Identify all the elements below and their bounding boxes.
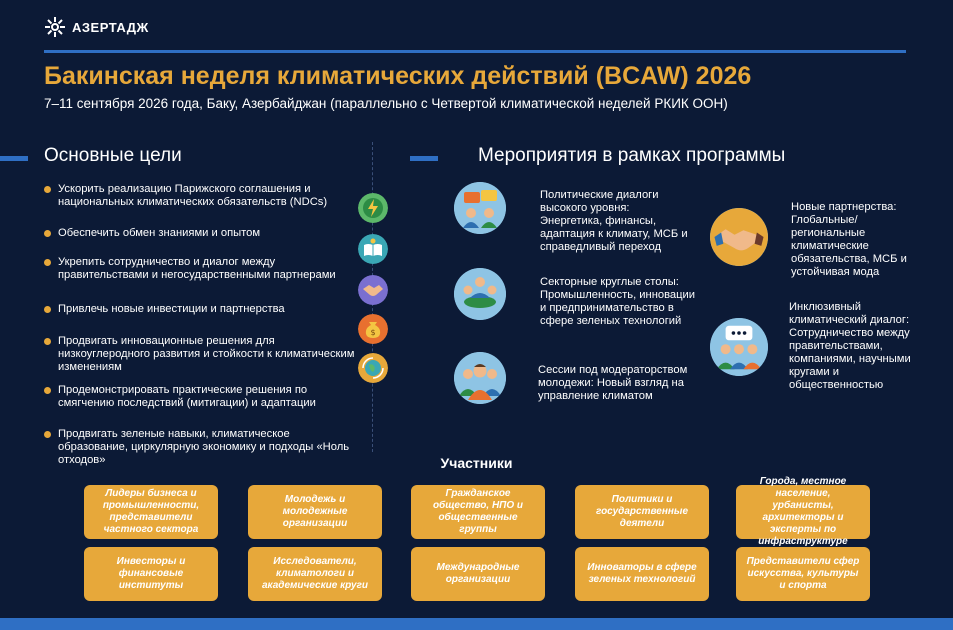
participant-card: Города, местное население, урбанисты, архитекторы и эксперты по инфраструктуре [736, 485, 870, 539]
participant-card: Лидеры бизнеса и промышленности, представители частного сектора [84, 485, 218, 539]
youth-icon [454, 352, 506, 404]
page-title: Бакинская неделя климатических действий (BCAW) 2026 [44, 62, 752, 90]
money-bag-icon [358, 314, 388, 344]
dialogue-icon [454, 182, 506, 234]
bullet-dot [44, 186, 51, 193]
page-subtitle: 7–11 сентября 2026 года, Баку, Азербайджан (параллельно с Четвертой климатической неделей РКИК ООН) [44, 96, 728, 111]
inclusive-dialogue-icon [710, 318, 768, 376]
bullet-dot [44, 387, 51, 394]
handshake-icon [358, 275, 388, 305]
partnership-icon [710, 208, 768, 266]
globe-cycle-icon [358, 353, 388, 383]
bullet-dot [44, 338, 51, 345]
participant-card: Молодежь и молодежные организации [248, 485, 382, 539]
brand-name: АЗЕРТАДЖ [72, 19, 149, 35]
participant-card: Гражданское общество, НПО и общественные группы [411, 485, 545, 539]
participant-card: Политики и государственные деятели [575, 485, 709, 539]
participant-card: Инвесторы и финансовые институты [84, 547, 218, 601]
participant-card: Инноваторы в сфере зеленых технологий [575, 547, 709, 601]
goal-item: Укрепить сотрудничество и диалог между правительствами и негосударственными партнерами [44, 256, 359, 282]
bullet-dot [44, 259, 51, 266]
activities-heading-bar [410, 156, 438, 161]
activity-item-text: Новые партнерства: Глобальные/ региональные климатические обязательства, МСБ и устойчивая мода [791, 201, 907, 278]
activity-item-text: Политические диалоги высокого уровня: Энергетика, финансы, адаптация к климату, МСБ и справедливый переход [540, 189, 688, 253]
bullet-dot [44, 230, 51, 237]
goal-item: Продвигать инновационные решения для низкоуглеродного развития и стойкости к климатическим изменениям [44, 335, 359, 374]
logo-star-icon [44, 16, 66, 38]
activity-item-text: Инклюзивный климатический диалог: Сотрудничество между правительствами, компаниями, научными кругами и общественностью [789, 301, 911, 391]
energy-icon [358, 193, 388, 223]
participant-card: Представители сфер искусства, культуры и спорта [736, 547, 870, 601]
bullet-dot [44, 431, 51, 438]
goal-item: Продемонстрировать практические решения по смягчению последствий (митигации) и адаптации [44, 384, 359, 410]
activities-heading: Мероприятия в рамках программы [478, 145, 786, 166]
goal-item: Привлечь новые инвестиции и партнерства [44, 303, 359, 316]
goal-item: Продвигать зеленые навыки, климатическое образование, циркулярную экономику и подходы «Ноль отходов» [44, 428, 359, 467]
goal-item: Ускорить реализацию Парижского соглашения и национальных климатических обязательств (NDCs) [44, 183, 359, 209]
roundtable-icon [454, 268, 506, 320]
bottom-bar [0, 618, 953, 630]
goal-item: Обеспечить обмен знаниями и опытом [44, 227, 359, 240]
brand-logo [44, 16, 149, 38]
book-icon [358, 234, 388, 264]
top-divider-line [44, 50, 906, 53]
activity-item-text: Секторные круглые столы: Промышленность, инновации и предпринимательство в сфере зеленых технологий [540, 276, 696, 327]
goals-heading: Основные цели [44, 145, 182, 166]
goals-heading-bar [0, 156, 28, 161]
activity-item-text: Сессии под модераторством молодежи: Новый взгляд на управление климатом [538, 364, 688, 402]
bullet-dot [44, 306, 51, 313]
participant-card: Исследователи, климатологи и академические круги [248, 547, 382, 601]
participant-card: Международные организации [411, 547, 545, 601]
participants-heading: Участники [440, 455, 513, 471]
svg-text:$: $ [370, 328, 376, 337]
